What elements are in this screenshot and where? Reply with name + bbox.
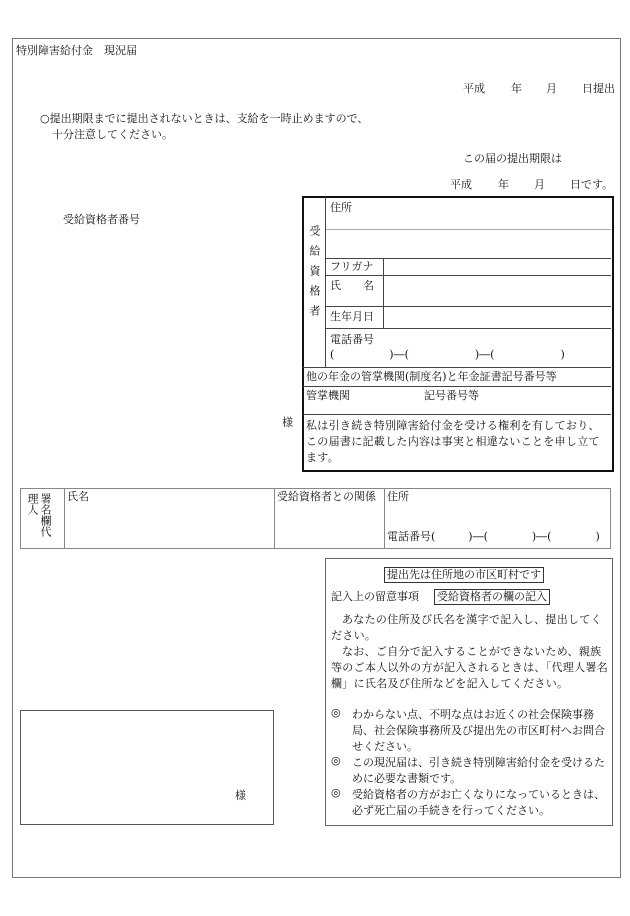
pension-number-label: 記号番号等 [424,389,479,402]
note-bullet-2: この現況届は、引き続き特別障害給付金を受けるために必要な書類です。 [352,756,605,785]
notice-line1: ○提出期限までに提出されないときは、支給を一時止めますので、 [40,112,369,125]
divider [64,489,65,548]
birthdate-label: 生年月日 [330,310,374,323]
note-paragraph-2: なお、ご自分で記入することができないため、親族等のご本人以外の方が記入されるときは、「代理人署名欄」に氏名及び住所などを記入してください。 [331,645,608,690]
note-bullet-3: 受給資格者の方がお亡くなりになっているときは、必ず死亡届の手続きを行ってください。 [352,788,605,817]
divider [326,275,611,276]
deadline-era: 平成 [450,178,472,191]
bullet-mark-icon: ◎ [331,706,341,719]
submit-year: 年 [511,82,522,95]
submit-month: 月 [546,82,557,95]
submit-era: 平成 [463,82,485,95]
recipient-number-label: 受給資格者番号 [63,213,140,226]
form-title: 特別障害給付金 現況届 [16,44,137,57]
caution-title: 受給資格者の欄の記入 [434,589,550,605]
divider [384,489,385,548]
divider [303,386,611,387]
divider [303,367,611,368]
sama-label: 様 [282,416,293,429]
furigana-label: フリガナ [330,260,374,273]
agency-label: 管掌機関 [306,389,350,402]
mailing-address-box [20,710,274,825]
agent-name-label[interactable]: 氏名 [67,490,89,503]
note-bullet-1: わからない点、不明な点はお近くの社会保険事務局、社会保険事務所及び提出先の市区町村へお問合せください。 [352,708,605,753]
caution-label: 記入上の留意事項 [331,590,419,603]
name-label: 氏 名 [330,279,374,292]
divider [383,258,384,328]
agent-phone-field[interactable]: 電話番号( )―( )―( ) [387,530,600,543]
submit-day: 日提出 [582,82,615,95]
deadline-label: この届の提出期限は [463,152,562,165]
divider [274,489,275,548]
agent-address-label[interactable]: 住所 [387,490,409,503]
note-paragraph-1: あなたの住所及び氏名を漢字で記入し、提出してください。 [331,613,602,642]
declaration-text: 私は引き続き特別障害給付金を受ける権利を有しており、この届書に記載した内容は事実と相違ないことを申し立てます。 [306,419,600,464]
address-label: 住所 [330,201,352,214]
deadline-month: 月 [534,178,545,191]
deadline-year: 年 [498,178,509,191]
destination-note: 提出先は住所地の市区町村です [384,567,544,583]
agent-section-label: 署名欄代理人 [26,493,52,537]
divider [326,328,611,329]
bullet-mark-icon: ◎ [331,754,341,767]
divider [326,306,611,307]
mailing-sama-label: 様 [235,789,246,802]
phone-label: 電話番号 [330,333,374,346]
other-pension-header: 他の年金の管掌機関(制度名)と年金証書記号番号等 [306,370,557,383]
notice-line2: 十分注意してください。 [52,128,173,141]
address-field[interactable] [326,229,611,230]
phone-field[interactable]: ( )―( )―( ) [330,348,565,361]
divider [325,197,326,367]
divider [326,258,611,259]
recipient-section-label: 受給資格者 [308,225,321,325]
agent-relation-label[interactable]: 受給資格者との関係 [277,490,376,503]
divider [303,414,611,415]
bullet-mark-icon: ◎ [331,786,341,799]
deadline-day: 日です。 [570,178,614,191]
